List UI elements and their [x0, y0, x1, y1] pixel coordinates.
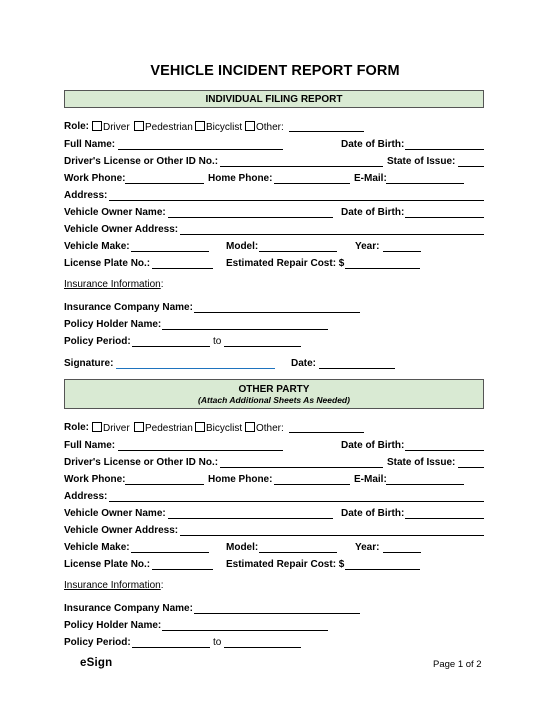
model-field-2[interactable]	[259, 552, 337, 553]
other-checkbox[interactable]	[245, 121, 255, 131]
signature-date-field[interactable]	[319, 368, 395, 369]
role-option-other[interactable]: Other:	[243, 121, 284, 134]
home-phone-field-2[interactable]	[274, 484, 350, 485]
email-label: E-Mail:	[354, 173, 387, 184]
insurance-company-row-2	[64, 603, 484, 616]
other-party-title: OTHER PARTY	[238, 384, 310, 395]
make-field[interactable]	[131, 251, 209, 252]
policy-to-label-2: to	[213, 637, 222, 648]
phone-row	[64, 173, 484, 186]
policy-start-field[interactable]	[132, 346, 210, 347]
role-option-driver-2[interactable]: Driver	[90, 422, 130, 435]
dob-label: Date of Birth:	[341, 139, 405, 150]
model-label: Model:	[226, 241, 259, 252]
driver-checkbox-2[interactable]	[92, 422, 102, 432]
role-label-2: Role:	[64, 422, 89, 433]
plate-field[interactable]	[152, 268, 213, 269]
name-row-2	[64, 440, 484, 453]
plate-label-2: License Plate No.:	[64, 559, 151, 570]
phone-row-2	[64, 474, 484, 487]
email-label-2: E-Mail:	[354, 474, 387, 485]
dob-label-2: Date of Birth:	[341, 440, 405, 451]
plate-label: License Plate No.:	[64, 258, 151, 269]
repair-cost-field[interactable]	[345, 268, 420, 269]
role-row	[64, 121, 484, 134]
plate-row-2	[64, 559, 484, 572]
home-phone-field[interactable]	[274, 183, 350, 184]
address-row-2	[64, 491, 484, 504]
other-checkbox-2[interactable]	[245, 422, 255, 432]
section-header-individual: INDIVIDUAL FILING REPORT	[64, 90, 484, 108]
other-role-field[interactable]	[289, 131, 364, 132]
pedestrian-checkbox[interactable]	[134, 121, 144, 131]
owner-address-field-2[interactable]	[180, 535, 484, 536]
role-option-pedestrian-2[interactable]: Pedestrian	[132, 422, 193, 435]
bicyclist-checkbox-2[interactable]	[195, 422, 205, 432]
insurance-info-label: Insurance Information	[64, 279, 161, 290]
signature-label: Signature:	[64, 358, 114, 369]
license-label-2: Driver's License or Other ID No.:	[64, 457, 219, 468]
insurance-company-field-2[interactable]	[194, 613, 360, 614]
year-label-2: Year:	[355, 542, 380, 553]
owner-row-2	[64, 508, 484, 521]
full-name-field-2[interactable]	[118, 450, 283, 451]
other-role-field-2[interactable]	[289, 432, 364, 433]
insurance-info-heading: Insurance Information:	[64, 279, 164, 290]
owner-address-label-2: Vehicle Owner Address:	[64, 525, 179, 536]
vehicle-row	[64, 241, 484, 254]
role-option-other-2[interactable]: Other:	[243, 422, 284, 435]
state-label-2: State of Issue:	[387, 457, 456, 468]
role-option-bicyclist[interactable]: Bicyclist	[193, 121, 242, 134]
year-field[interactable]	[383, 251, 421, 252]
owner-dob-field-2[interactable]	[405, 518, 484, 519]
dob-field[interactable]	[405, 149, 484, 150]
role-option-pedestrian[interactable]: Pedestrian	[132, 121, 193, 134]
policy-holder-field-2[interactable]	[162, 630, 328, 631]
address-row	[64, 190, 484, 203]
home-phone-label: Home Phone:	[208, 173, 273, 184]
state-field[interactable]	[458, 166, 484, 167]
role-option-driver[interactable]: Driver	[90, 121, 130, 134]
policy-holder-row	[64, 319, 484, 332]
policy-start-field-2[interactable]	[132, 647, 210, 648]
signature-date-label: Date:	[291, 358, 317, 369]
dob-field-2[interactable]	[405, 450, 484, 451]
address-label-2: Address:	[64, 491, 108, 502]
make-field-2[interactable]	[131, 552, 209, 553]
license-field[interactable]	[220, 166, 383, 167]
policy-end-field[interactable]	[224, 346, 301, 347]
policy-period-row-2	[64, 637, 484, 650]
repair-cost-label: Estimated Repair Cost: $	[226, 258, 345, 269]
policy-period-label-2: Policy Period:	[64, 637, 131, 648]
model-field[interactable]	[259, 251, 337, 252]
signature-field[interactable]	[116, 368, 275, 369]
owner-address-label: Vehicle Owner Address:	[64, 224, 179, 235]
role-row-2	[64, 422, 484, 435]
license-row	[64, 156, 484, 169]
page-title: VEHICLE INCIDENT REPORT FORM	[150, 63, 400, 79]
make-label-2: Vehicle Make:	[64, 542, 130, 553]
owner-name-label-2: Vehicle Owner Name:	[64, 508, 166, 519]
owner-name-field[interactable]	[168, 217, 333, 218]
owner-name-label: Vehicle Owner Name:	[64, 207, 166, 218]
vehicle-row-2	[64, 542, 484, 555]
email-field[interactable]	[386, 183, 464, 184]
insurance-info-label-2: Insurance Information	[64, 580, 161, 591]
year-field-2[interactable]	[383, 552, 421, 553]
insurance-company-label: Insurance Company Name:	[64, 302, 193, 313]
policy-period-label: Policy Period:	[64, 336, 131, 347]
pedestrian-checkbox-2[interactable]	[134, 422, 144, 432]
owner-dob-label-2: Date of Birth:	[341, 508, 405, 519]
address-field-2[interactable]	[109, 501, 484, 502]
owner-dob-label: Date of Birth:	[341, 207, 405, 218]
page-number: Page 1 of 2	[433, 659, 482, 670]
bicyclist-checkbox[interactable]	[195, 121, 205, 131]
driver-checkbox[interactable]	[92, 121, 102, 131]
policy-holder-field[interactable]	[162, 329, 328, 330]
address-label: Address:	[64, 190, 108, 201]
name-row	[64, 139, 484, 152]
address-field[interactable]	[109, 200, 484, 201]
license-field-2[interactable]	[220, 467, 383, 468]
year-label: Year:	[355, 241, 380, 252]
other-party-subtitle: (Attach Additional Sheets As Needed)	[198, 395, 350, 405]
policy-end-field-2[interactable]	[224, 647, 301, 648]
policy-period-row	[64, 336, 484, 349]
policy-to-label: to	[213, 336, 222, 347]
policy-holder-row-2	[64, 620, 484, 633]
plate-field-2[interactable]	[152, 569, 213, 570]
license-row-2	[64, 457, 484, 470]
role-option-bicyclist-2[interactable]: Bicyclist	[193, 422, 242, 435]
model-label-2: Model:	[226, 542, 259, 553]
full-name-label: Full Name:	[64, 139, 116, 150]
owner-name-field-2[interactable]	[168, 518, 333, 519]
owner-address-field[interactable]	[180, 234, 484, 235]
work-phone-label-2: Work Phone:	[64, 474, 126, 485]
insurance-company-field[interactable]	[194, 312, 360, 313]
owner-dob-field[interactable]	[405, 217, 484, 218]
full-name-field[interactable]	[118, 149, 283, 150]
license-label: Driver's License or Other ID No.:	[64, 156, 219, 167]
state-label: State of Issue:	[387, 156, 456, 167]
owner-address-row	[64, 224, 484, 237]
insurance-company-label-2: Insurance Company Name:	[64, 603, 193, 614]
insurance-company-row	[64, 302, 484, 315]
state-field-2[interactable]	[458, 467, 484, 468]
home-phone-label-2: Home Phone:	[208, 474, 273, 485]
make-label: Vehicle Make:	[64, 241, 130, 252]
work-phone-field-2[interactable]	[125, 484, 204, 485]
owner-address-row-2	[64, 525, 484, 538]
work-phone-label: Work Phone:	[64, 173, 126, 184]
repair-cost-field-2[interactable]	[345, 569, 420, 570]
repair-cost-label-2: Estimated Repair Cost: $	[226, 559, 345, 570]
email-field-2[interactable]	[386, 484, 464, 485]
section-header-other-party	[64, 379, 484, 409]
policy-holder-label-2: Policy Holder Name:	[64, 620, 162, 631]
insurance-info-heading-2: Insurance Information:	[64, 580, 164, 591]
work-phone-field[interactable]	[125, 183, 204, 184]
signature-row	[64, 358, 484, 371]
role-label: Role:	[64, 121, 89, 132]
owner-row	[64, 207, 484, 220]
plate-row	[64, 258, 484, 271]
esign-logo: eSign	[80, 657, 113, 669]
policy-holder-label: Policy Holder Name:	[64, 319, 162, 330]
full-name-label-2: Full Name:	[64, 440, 116, 451]
